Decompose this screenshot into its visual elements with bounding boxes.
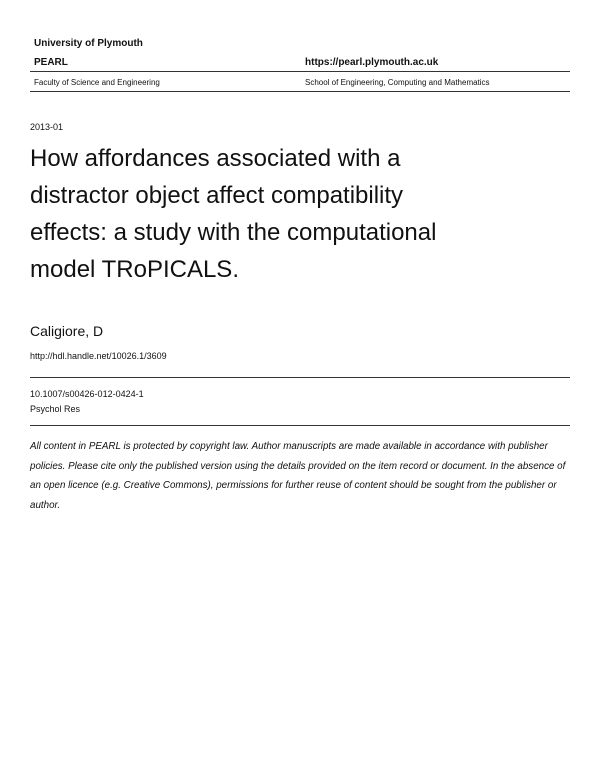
repository-name: PEARL [34, 57, 68, 68]
copyright-disclaimer: All content in PEARL is protected by copyright law. Author manuscripts are made available in accordance with publisher policies. Please cite only the published version using the details provided on the item record or document. In the absence of an open licence (e.g. Creative Commons), permissions for further reuse of content should be sought from the publisher or author. [30, 441, 566, 511]
document-title [30, 140, 436, 288]
faculty-label: Faculty of Science and Engineering [34, 78, 160, 87]
header-divider [30, 71, 570, 72]
repository-url-link[interactable]: https://pearl.plymouth.ac.uk [305, 57, 439, 68]
header-bottom-divider [30, 91, 570, 92]
author-name: Caligiore, D [30, 323, 104, 339]
journal-name: Psychol Res [30, 404, 81, 414]
title-line: model TRoPICALS. [30, 256, 239, 283]
disclaimer-divider [30, 425, 570, 426]
title-line: How affordances associated with a [30, 145, 401, 172]
title-line: effects: a study with the computational [30, 219, 437, 246]
doi-text: 10.1007/s00426-012-0424-1 [30, 389, 144, 399]
title-line: distractor object affect compatibility [30, 182, 404, 209]
school-label: School of Engineering, Computing and Mathematics [305, 78, 490, 87]
handle-link[interactable]: http://hdl.handle.net/10026.1/3609 [30, 351, 167, 361]
record-divider [30, 377, 570, 378]
publication-date: 2013-01 [30, 122, 64, 132]
institution-name: University of Plymouth [34, 38, 143, 49]
